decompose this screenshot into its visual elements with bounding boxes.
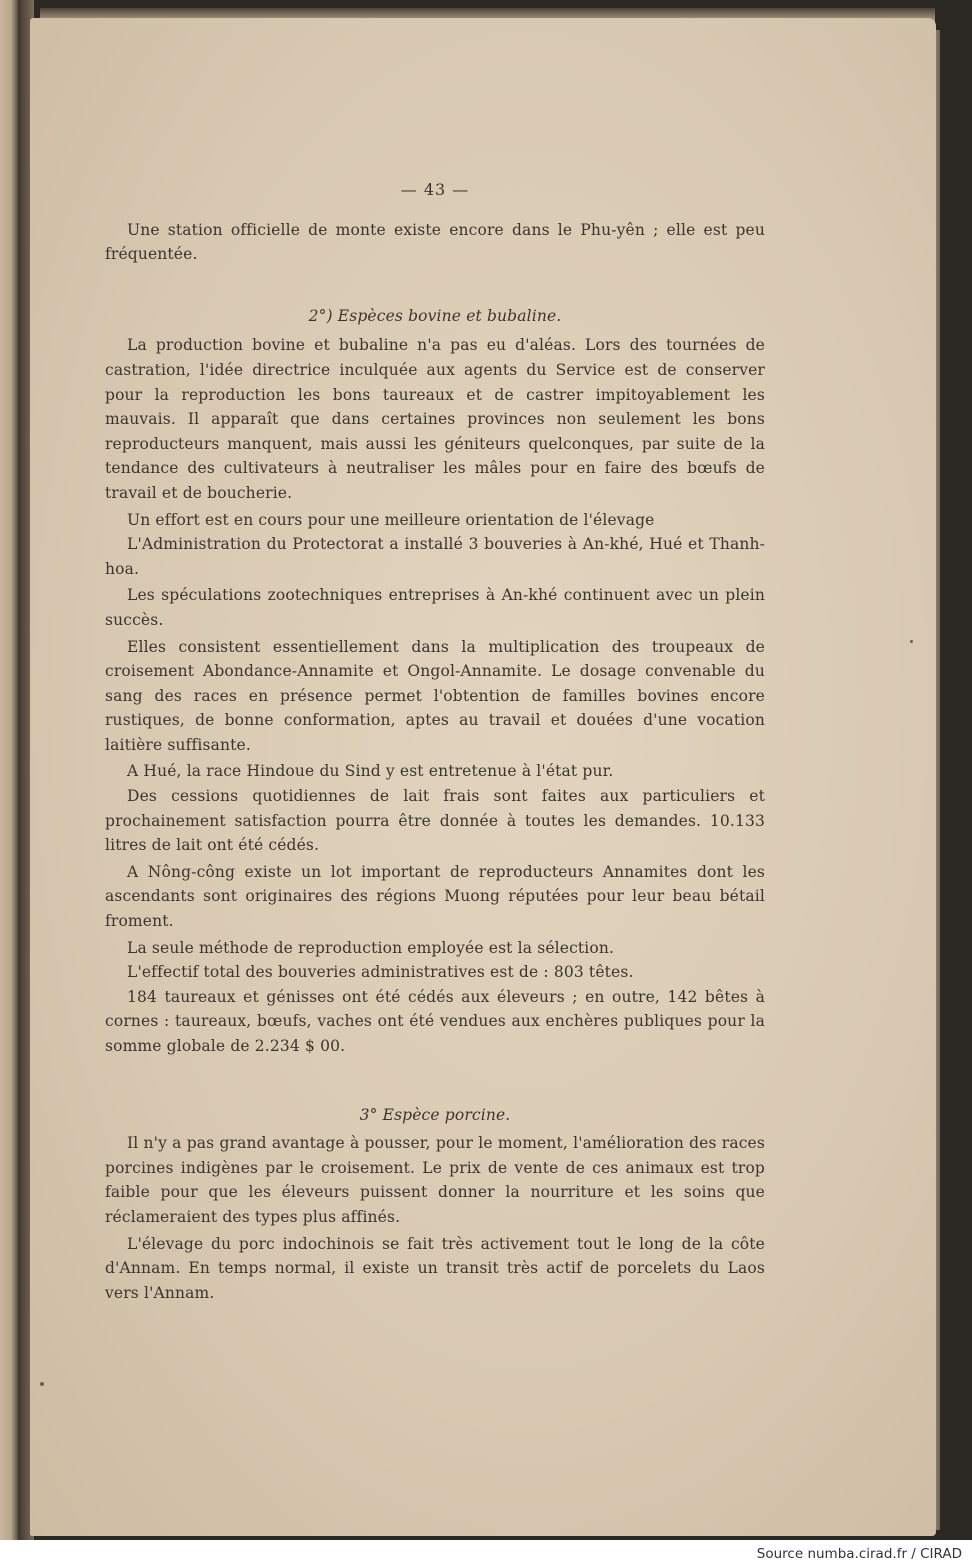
section-heading-porcine: 3° Espèce porcine.	[359, 1105, 511, 1124]
paragraph: L'Administration du Protectorat a installé 3 bouveries à An-khé, Hué et Thanh-hoa.	[105, 535, 765, 578]
paper-speck	[40, 1382, 44, 1386]
facing-page-edge	[0, 0, 18, 1540]
paragraph: Elles consistent essentiellement dans la multiplication des troupeaux de croisement Abondance-Annamite et Ongol-Annamite. Le dosage convenable du sang des races en présence permet l'obtention de familles bovines encore rustiques, de bonne conformation, aptes au travail et douées d'une vocation laitière suffisante.	[105, 637, 765, 754]
paragraph: La production bovine et bubaline n'a pas eu d'aléas. Lors des tournées de castration, l'idée directrice inculquée aux agents du Service est de conserver pour la reproduction les bons taureaux et de castrer impitoyablement les mauvais. Il apparaît que dans certaines provinces non seulement les bons reproducteurs manquent, mais aussi les géniteurs quelconques, par suite de la tendance des cultivateurs à neutraliser les mâles pour en faire des bœufs de travail et de boucherie.	[105, 336, 765, 502]
paragraph: Un effort est en cours pour une meilleure orientation de l'élevage	[127, 510, 655, 529]
paragraph: Il n'y a pas grand avantage à pousser, pour le moment, l'amélioration des races porcines indigènes par le croisement. Le prix de vente de ces animaux est trop faible pour que les éleveurs puissent donner la nourriture et les soins que réclameraient des types plus affinés.	[105, 1134, 765, 1226]
paragraph: A Nông-công existe un lot important de reproducteurs Annamites dont les ascendants sont originaires des régions Muong réputées pour leur beau bétail froment.	[105, 862, 765, 931]
paragraph: A Hué, la race Hindoue du Sind y est entretenue à l'état pur.	[127, 762, 614, 781]
page-text	[105, 178, 765, 1305]
paragraph: La seule méthode de reproduction employée est la sélection.	[127, 938, 615, 957]
paragraph: Des cessions quotidiennes de lait frais sont faites aux particuliers et prochainement satisfaction pourra être donnée à toutes les demandes. 10.133 litres de lait ont été cédés.	[105, 787, 765, 855]
paragraph: L'effectif total des bouveries administratives est de : 803 têtes.	[127, 963, 634, 982]
paragraph: 184 taureaux et génisses ont été cédés aux éleveurs ; en outre, 142 bêtes à cornes : taureaux, bœufs, vaches ont été vendues aux enchères publiques pour la somme globale de 2.234 $ 00.	[105, 987, 765, 1055]
page-number: — 43 —	[400, 180, 470, 199]
source-credit: Source numba.cirad.fr / CIRAD	[756, 1546, 962, 1562]
paragraph: Les spéculations zootechniques entreprises à An-khé continuent avec un plein succès.	[105, 586, 765, 629]
paper-speck	[910, 640, 913, 643]
section-heading-bovine: 2°) Espèces bovine et bubaline.	[308, 306, 562, 325]
paragraph: L'élevage du porc indochinois se fait très activement tout le long de la côte d'Annam. En temps normal, il existe un transit très actif de porcelets du Laos vers l'Annam.	[105, 1234, 765, 1302]
intro-paragraph: Une station officielle de monte existe encore dans le Phu-yên ; elle est peu fréquentée.	[105, 220, 765, 264]
